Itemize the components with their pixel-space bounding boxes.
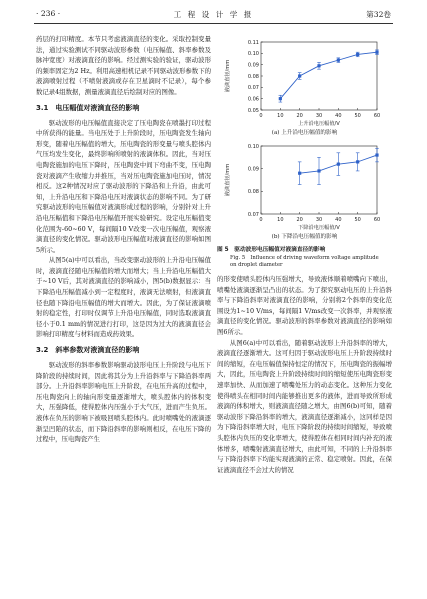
y-tick-label: 0.07 bbox=[247, 85, 259, 92]
x-tick-label: 60 bbox=[373, 217, 381, 223]
y-tick-label: 0.09 bbox=[247, 166, 259, 173]
x-tick-label: 50 bbox=[354, 113, 361, 119]
x-tick-label: 30 bbox=[315, 113, 323, 119]
data-point bbox=[337, 59, 340, 62]
body-paragraph: 驱动波形的斜率参数影响驱动波形电压上升阶段与电压下降阶段的持续时间，因此将其分为上升沿斜率与下降沿斜率两部分。上升沿斜率影响电压上升阶段，在电压升高的过程中，压电陶瓷向上的轴向形变量逐渐增大，喷头腔体内的体积变大，压强降低，使得腔体内压强小于大气压，进而产生负压。液体在负压的影响下被吸回喷头腔体内。此时喷嘴处的液滴逐渐呈凹陷的状态，而下降沿斜率的影响则相反，在电压下降的过程中，压电陶瓷产生 bbox=[36, 361, 211, 444]
figure-caption-zh: 图 5 驱动波形电压幅值对液滴直径的影响 bbox=[217, 247, 326, 253]
x-tick-label: 30 bbox=[315, 217, 323, 223]
data-point bbox=[375, 51, 378, 54]
header-rule bbox=[34, 23, 393, 24]
y-tick-label: 0.05 bbox=[247, 107, 259, 114]
plot-frame bbox=[261, 42, 377, 110]
y-tick-label: 0.11 bbox=[247, 39, 259, 46]
y-axis-label: 液滴直径/mm bbox=[225, 59, 231, 93]
body-paragraph: 药层的打印精度。本节只考虑液滴直径的变化。采取控制变量法，通过实验测试不同驱动波形参数（电压幅值、斜率参数及脉冲宽度）对液滴直径的影响。经过测实验的验证，驱动波形的频率固定为2 Hz。利用高速相机记录不同驱动波形参数下的液滴喷射过程（不喷射液滴或存在卫星滴时不记录），每个参数记录4组数据，测量液滴直径后绘制对应的图像。 bbox=[36, 35, 211, 96]
chart-b-svg bbox=[217, 138, 392, 234]
y-tick-label: 0.08 bbox=[247, 189, 259, 196]
figure-caption-en-1: Fig. 5 Influence of driving waveform voltage amplitude bbox=[230, 254, 379, 261]
x-tick-label: 40 bbox=[335, 217, 342, 223]
data-point bbox=[317, 64, 320, 67]
data-point bbox=[298, 74, 301, 77]
y-tick-label: 0.08 bbox=[247, 73, 259, 80]
figure-5 bbox=[217, 34, 392, 270]
figure-caption-en-2: on droplet diameter bbox=[230, 262, 283, 269]
series-line bbox=[280, 52, 377, 98]
y-axis-label: 液滴直径/mm bbox=[225, 163, 231, 197]
left-column bbox=[36, 34, 211, 445]
y-tick-label: 0.09 bbox=[247, 62, 259, 69]
sub-caption-b: (b) 下降沿电压幅值的影响 bbox=[271, 234, 338, 240]
right-column bbox=[217, 274, 392, 475]
x-tick-label: 40 bbox=[335, 113, 342, 119]
y-tick-label: 0.06 bbox=[247, 96, 259, 103]
x-tick-label: 10 bbox=[277, 217, 284, 223]
data-point bbox=[298, 172, 301, 175]
x-tick-label: 60 bbox=[373, 113, 381, 119]
x-tick-label: 0 bbox=[259, 113, 263, 119]
sub-caption-a: (a) 上升沿电压幅值的影响 bbox=[271, 130, 338, 136]
body-paragraph: 从图6(a)中可以看出，随着驱动波形上升沿斜率的增大，液滴直径逐渐增大。这可归因于驱动波形电压上升阶段持续时间的缩短，在电压幅值保持恒定的情况下，压电陶瓷的振幅增大，因此，压电陶瓷上升阶段持续时间的缩短使压电陶瓷形变速率加快、从而加速了喷嘴处压力的动态变化。这种压力变化使得喷头在相同时间内能够推出更多的液体，进而导致所形成液滴的体积增大，则液滴直径随之增大，由图6(b)可知，随着驱动波形下降沿斜率的增大，液滴直径逐渐减小，这同样是因为下降沿斜率增大时，电压下降阶段的持续时间缩短，导致喷头腔体内负压的变化率增大，使得腔体在相同时间内补充的液体增多，喷嘴射液滴直径增大，由此可知，不同的上升沿斜率与下降沿斜率下均能实现液滴的正常、稳定喷射。因此，在保证液滴直径不会过大的情况 bbox=[217, 338, 392, 474]
x-axis-label: 下降沿电压幅值/V bbox=[298, 225, 340, 231]
data-point bbox=[375, 153, 378, 156]
data-point bbox=[356, 53, 359, 56]
x-tick-label: 10 bbox=[277, 113, 284, 119]
body-paragraph: 驱动波形的电压幅值直接决定了压电陶瓷在喷墨打印过程中所获得的能量。当电压处于上升阶段时，压电陶瓷发生轴向形变，随着电压幅值的增大，压电陶瓷的形变量与喷头腔体内气压均发生变化，最终影响所喷射的液滴体积。因此，当对压电陶瓷施加的电压下降时，压电陶瓷中间下弯曲不变，压电陶瓷对液滴产生收缩力并推压，当对压电陶瓷施加电压时，情况相反。这2种情况对应了驱动波形的下降沿和上升沿，由此可知，上升沿电压和下降沿电压对液滴状态的影响不同。为了研究驱动波形的电压幅值对液滴形成过程的影响，分别针对上升沿电压幅值和下降沿电压幅值开展实验研究。设定电压幅值变化范围为-60~60 V，每间隔10 V改变一次电压幅值，观察液滴直径的变化情况。驱动波形电压幅值对液滴直径的影响如图5所示。 bbox=[36, 118, 211, 254]
running-header bbox=[0, 0, 427, 26]
data-point bbox=[337, 163, 340, 166]
journal-title: 工 程 设 计 学 报 bbox=[173, 10, 254, 19]
chart-rising-edge-voltage bbox=[217, 34, 392, 130]
chart-falling-edge-voltage bbox=[217, 138, 392, 234]
data-point bbox=[279, 97, 282, 100]
y-tick-label: 0.10 bbox=[247, 51, 259, 58]
x-tick-label: 0 bbox=[259, 217, 263, 223]
y-tick-label: 0.07 bbox=[247, 211, 259, 218]
page-number: · 236 · bbox=[36, 9, 61, 18]
data-point bbox=[356, 160, 359, 163]
chart-a-svg bbox=[217, 34, 392, 130]
body-paragraph: 的形变使喷头腔体内压强增大，导致液体顺着喷嘴向下喷出，喷嘴处液滴逐渐呈凸出的状态。为了探究驱动电压的上升沿斜率与下降沿斜率对液滴直径的影响，分别将2个斜率的变化范围设为1~10 V/ms，每间隔1 V/ms改变一次斜率，并观察液滴直径的变化情况。驱动波形的斜率参数对液滴直径的影响如图6所示。 bbox=[217, 275, 392, 336]
body-paragraph: 从图5(a)中可以看出，当改变驱动波形的上升沿电压幅值时，液滴直径随电压幅值的增大而增大；当上升沿电压幅值大于~10 V后，其对液滴直径的影响减小，图5(b)数据显示：当下降沿电压幅值减小到一定程度时，液滴无法喷射，但液滴直径也随下降沿电压幅值的增大而增大。因此，为了保证液滴喷射的稳定性，打印时仅调节上升沿电压幅值，同时选取液滴直径小于0.1 mm的情况进行打印，这是因为过大的液滴直径会影响打印精度与材料而造成药效果。 bbox=[36, 256, 211, 339]
data-point bbox=[317, 169, 320, 172]
y-tick-label: 0.10 bbox=[247, 143, 259, 150]
section-heading-3-2: 3.2 斜率参数对液滴直径的影响 bbox=[36, 346, 140, 355]
x-tick-label: 50 bbox=[354, 217, 361, 223]
figure-caption bbox=[217, 247, 392, 270]
x-tick-label: 20 bbox=[296, 113, 303, 119]
x-tick-label: 20 bbox=[296, 217, 303, 223]
section-heading-3-1: 3.1 电压幅值对液滴直径的影响 bbox=[36, 103, 140, 112]
x-axis-label: 上升沿电压幅值/V bbox=[298, 121, 340, 127]
volume-label: 第32卷 bbox=[366, 10, 391, 19]
